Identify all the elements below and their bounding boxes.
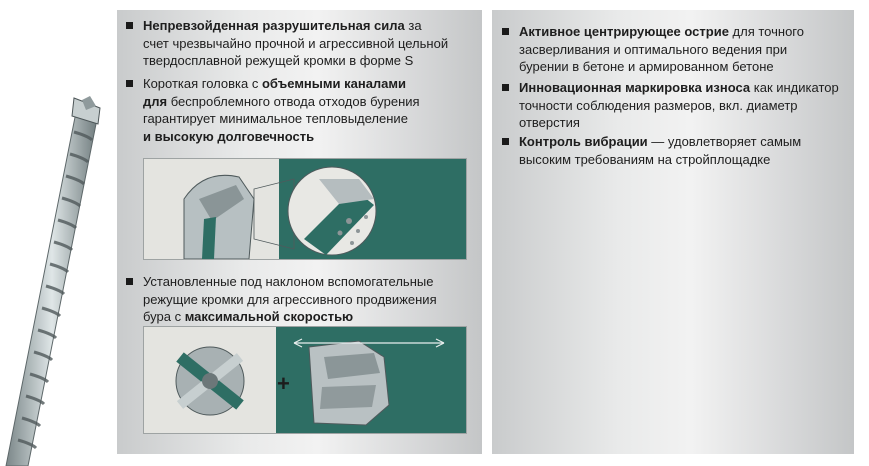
drill-bit-image	[0, 92, 110, 466]
feature-wear-marking: Инновационная маркировка износа как индикатор точности соблюдения размеров, вкл. диаметр отверстия	[519, 79, 849, 132]
bullet-square-icon	[502, 138, 509, 145]
feature-vibration-control: Контроль вибрации — удовлетворяет самым высоким требованиям на стройплощадке	[519, 133, 849, 168]
feature-destructive-force: Непревзойденная разрушительная сила за счет чрезвычайно прочной и агрессивной цельной твердосплавной режущей кромки в форме S	[143, 17, 473, 70]
plus-sign: +	[277, 371, 290, 396]
drill-tip-crosshead-image	[176, 347, 244, 415]
features-panel-right	[492, 10, 854, 454]
feature-auxiliary-edges: Установленные под наклоном вспомогательные режущие кромки для агрессивного продвижения бура с максимальной скоростью	[143, 273, 473, 326]
bullet-square-icon	[126, 278, 133, 285]
feature-short-head: Короткая головка с объемными каналами для беспроблемного отвода отходов бурения гарантирует минимальное тепловыделение и высокую долговечность	[143, 75, 473, 145]
bullet-square-icon	[126, 22, 133, 29]
bullet-square-icon	[502, 84, 509, 91]
bullet-square-icon	[126, 80, 133, 87]
drill-head-closeup-image	[143, 158, 467, 260]
bullet-square-icon	[502, 28, 509, 35]
drill-tip-illustration	[143, 326, 467, 434]
feature-title: Непревзойденная разрушительная сила	[143, 18, 405, 33]
feature-centering-tip: Активное центрирующее острие для точного засверливания и оптимального ведения при бурении в бетоне и армированном бетоне	[519, 23, 849, 76]
